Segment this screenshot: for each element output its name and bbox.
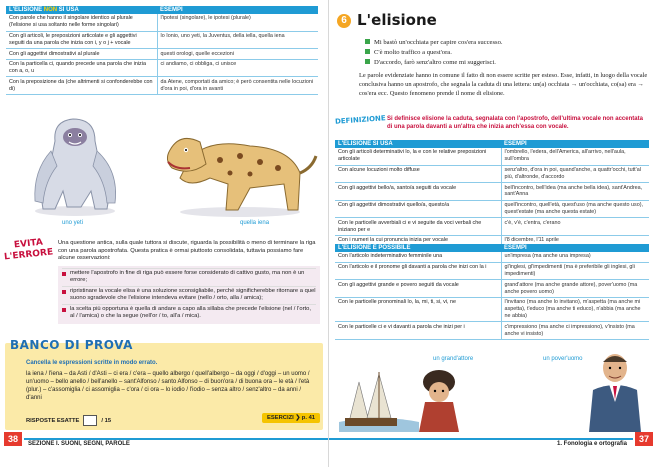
rule-cell: Con i numeri la cui pronuncia inizia per vocale <box>335 235 501 246</box>
example-cell: lo Ionio, uno yeti, la Juventus, della iella, quella iena <box>157 31 318 49</box>
example-cell: senz'altro, d'ora in poi, quand'anche, a quattr'occhi, tutt'al più, d'altronde, d'accordo <box>501 165 649 183</box>
table-row <box>335 218 649 236</box>
table-header-rule: L'ELISIONE SI USA <box>335 140 501 148</box>
caption-iena: quella iena <box>240 220 270 226</box>
elisione-si-usa-table <box>335 140 649 247</box>
table-header-rule: L'ELISIONE È POSSIBILE <box>335 244 501 252</box>
table-row <box>335 322 649 340</box>
section-number: 6 <box>337 14 351 28</box>
rule-cell: Con alcune locuzioni molto diffuse <box>335 165 501 183</box>
evita-errore-badge: EVITA L'ERRORE <box>3 237 54 263</box>
yeti-illustration <box>15 111 135 219</box>
example-item: D'accordo, farò senz'altro come mi suggerisci. <box>365 58 645 68</box>
evita-intro: Una questione antica, sulla quale tuttora si discute, riguarda la possibilità o meno di terminare la riga con una parola apostrofata. Questa pratica è ormai piuttosto consolidata, tuttavia possiamo fare alcune osservazioni: <box>58 240 316 262</box>
table-row <box>335 183 649 201</box>
table-row <box>335 252 649 262</box>
caption-yeti: uno yeti <box>62 220 84 226</box>
table-header-examples: ESEMPI <box>501 244 649 252</box>
rule-cell: Con gli aggettivi dimostrativi quello/a, questo/a <box>335 200 501 218</box>
banco-content <box>26 360 316 403</box>
table-header-examples: ESEMPI <box>157 6 318 14</box>
page-number-left: 38 <box>4 432 22 446</box>
footer-rule <box>329 438 633 440</box>
example-cell: c'è, v'è, c'entra, c'erano <box>501 218 649 236</box>
example-cell: l'ipotesi (singolare), le ipotesi (plurale) <box>157 14 318 31</box>
banco-exercise-text[interactable]: la iena / l'iena – da Asti / d'Asti – ci era / c'era – quello albergo / quell'albergo – da oggi / d'oggi – un uomo / un'uomo – bello anello / bell'anello – sant'Alfonso / santo Alfonso – di buon'ora / di buona ora – le età / l'età (plur.) – c'assomiglia / ci assomiglia – c'ora / ci ora – lo iodio / l'iodio – senza altro / senz'altro – da anni / d'anni <box>26 370 310 401</box>
example-cell: ci andiamo, ci obbliga, ci unisce <box>157 59 318 77</box>
example-cell: quell'incontro, quell'età, quest'uso (ma anche questo uso), quest'estate (ma anche questa estate) <box>501 200 649 218</box>
rule-cell: Con gli articoli, le preposizioni articolate e gli aggettivi seguiti da una parola che inizia con i, y o j + vocale <box>6 31 157 49</box>
example-cell: l'8 dicembre, l'11 aprile <box>501 235 649 246</box>
table-header-rule: L'ELISIONE NON SI USA <box>6 6 157 14</box>
example-item: C'è molto traffico a quest'ora. <box>365 48 645 58</box>
pirate-actor-illustration <box>339 352 479 432</box>
score-box[interactable] <box>83 415 97 426</box>
rule-cell: Con le particelle pronominali lo, la, mi, ti, si, vi, ne <box>335 297 501 322</box>
rule-cell: Con la particella ci, quando precede una parola che inizia con a, o, u <box>6 59 157 77</box>
evita-item: la scelta più opportuna è quella di andare a capo alla sillaba che precede l'elisione (nel / l'orto, al / l'amica) o che la segue (nell'or / to, all'a / mica). <box>62 304 316 322</box>
rule-cell: Con gli aggettivi bello/a, santo/a seguiti da vocale <box>335 183 501 201</box>
rule-cell: Con parole che hanno il singolare identico al plurale (l'elisione si usa soltanto nelle forme singolari) <box>6 14 157 31</box>
table-row <box>6 49 318 60</box>
rule-cell: Con l'articolo indeterminativo femminile una <box>335 252 501 262</box>
elisione-non-si-usa-table <box>6 6 318 95</box>
example-cell: da Atene, comportati da amico; è però consentita nelle locuzioni d'ora in poi, d'ora in avanti <box>157 77 318 95</box>
example-item: Mi bastò un'occhiata per capire cos'era successo. <box>365 38 645 48</box>
footer-section: SEZIONE I. SUONI, SEGNI, PAROLE <box>28 441 130 447</box>
table-row <box>335 165 649 183</box>
risposte-esatte: RISPOSTE ESATTE / 15 <box>26 415 111 426</box>
definizione-label: DEFINIZIONE <box>334 114 386 126</box>
banco-instruction: Cancella le espressioni scritte in modo errato. <box>26 360 158 366</box>
table-row <box>335 148 649 165</box>
example-cell: c'impressiono (ma anche ci impressiono), v'insisto (ma anche vi insisto) <box>501 322 649 340</box>
rule-cell: Con l'articolo e il pronome gli davanti a parola che inizi con la i <box>335 262 501 280</box>
example-cell: bell'incontro, bell'idea (ma anche bella idea), sant'Andrea, sant'Anna <box>501 183 649 201</box>
example-cell: l'ombrello, l'edera, dell'America, all'arrivo, nell'aula, sull'ombra <box>501 148 649 165</box>
table-row <box>335 262 649 280</box>
example-cell: questi orologi, quelle eccezioni <box>157 49 318 60</box>
example-cell: gl'inglesi, gl'impedimenti (ma è preferibile gli inglesi, gli impedimenti) <box>501 262 649 280</box>
footer-chapter: 1. Fonologia e ortografia <box>556 441 627 447</box>
table-header-examples: ESEMPI <box>501 140 649 148</box>
table-row <box>6 14 318 31</box>
table-row <box>6 31 318 49</box>
example-cell: l'invitano (ma anche lo invitano), m'aspetta (ma anche mi aspetta), t'educo (ma anche ti educo), n'abbia (ma anche ne abbia) <box>501 297 649 322</box>
rule-cell: Con la preposizione da (che altrimenti si confonderebbe con di) <box>6 77 157 95</box>
table-row <box>335 200 649 218</box>
intro-paragraph: Le parole evidenziate hanno in comune il fatto di non essere scritte per esteso. Esse, infatti, in luogo della vocale conclusiva hanno un apostrofo, che segnala la caduta di una lettera: un(a) occhiata → un'occhiata, co(sa) era → cos'era ecc. Questo fenomeno prende il nome di elisione. <box>359 72 648 97</box>
section-title: L'elisione <box>357 11 437 29</box>
examples-list <box>365 38 645 69</box>
table-row <box>335 297 649 322</box>
rule-cell: Con le particelle avverbiali ci e vi seguite da voci verbali che iniziano per e <box>335 218 501 236</box>
table-row <box>6 77 318 95</box>
evita-item: ripristinare la vocale elisa è una soluzione sconsigliabile, perché significherebbe ritornare a quel suono sgradevole che l'elisione intendeva evitare (nello / orto, alla / amica); <box>62 286 316 304</box>
evita-item: mettere l'apostrofo in fine di riga può essere forse considerato di cattivo gusto, ma non è un errore; <box>62 268 316 286</box>
banco-title: BANCO DI PROVA <box>10 338 133 352</box>
caption-attore: un grand'attore <box>433 356 474 362</box>
evita-errore-box <box>58 240 320 324</box>
example-cell: un'impresa (ma anche una impresa) <box>501 252 649 262</box>
elisione-possibile-table <box>335 244 649 340</box>
rule-cell: Con gli aggettivi grande e povero seguiti da vocale <box>335 280 501 298</box>
rule-cell: Con gli articoli determinativi lo, la e con le relative preposizioni articolate <box>335 148 501 165</box>
page-number-right: 37 <box>635 432 653 446</box>
rule-cell: Con le particelle ci e vi davanti a parola che inizi per i <box>335 322 501 340</box>
caption-uomo: un pover'uomo <box>543 356 583 362</box>
hyena-illustration <box>150 118 320 218</box>
poor-man-illustration <box>579 350 649 432</box>
table-row <box>335 280 649 298</box>
definizione-text: Si definisce elisione la caduta, segnalata con l'apostrofo, dell'ultima vocale non accentata di una parola davanti a un'altra che inizia anch'essa con vocale. <box>387 116 643 131</box>
table-row <box>6 59 318 77</box>
rule-cell: Con gli aggettivi dimostrativi al plurale <box>6 49 157 60</box>
example-cell: grand'attore (ma anche grande attore), pover'uomo (ma anche povero uomo) <box>501 280 649 298</box>
right-page <box>329 0 657 467</box>
footer-rule <box>24 438 328 440</box>
esercizi-link[interactable]: ESERCIZI ❯ p. 41 <box>262 413 320 423</box>
